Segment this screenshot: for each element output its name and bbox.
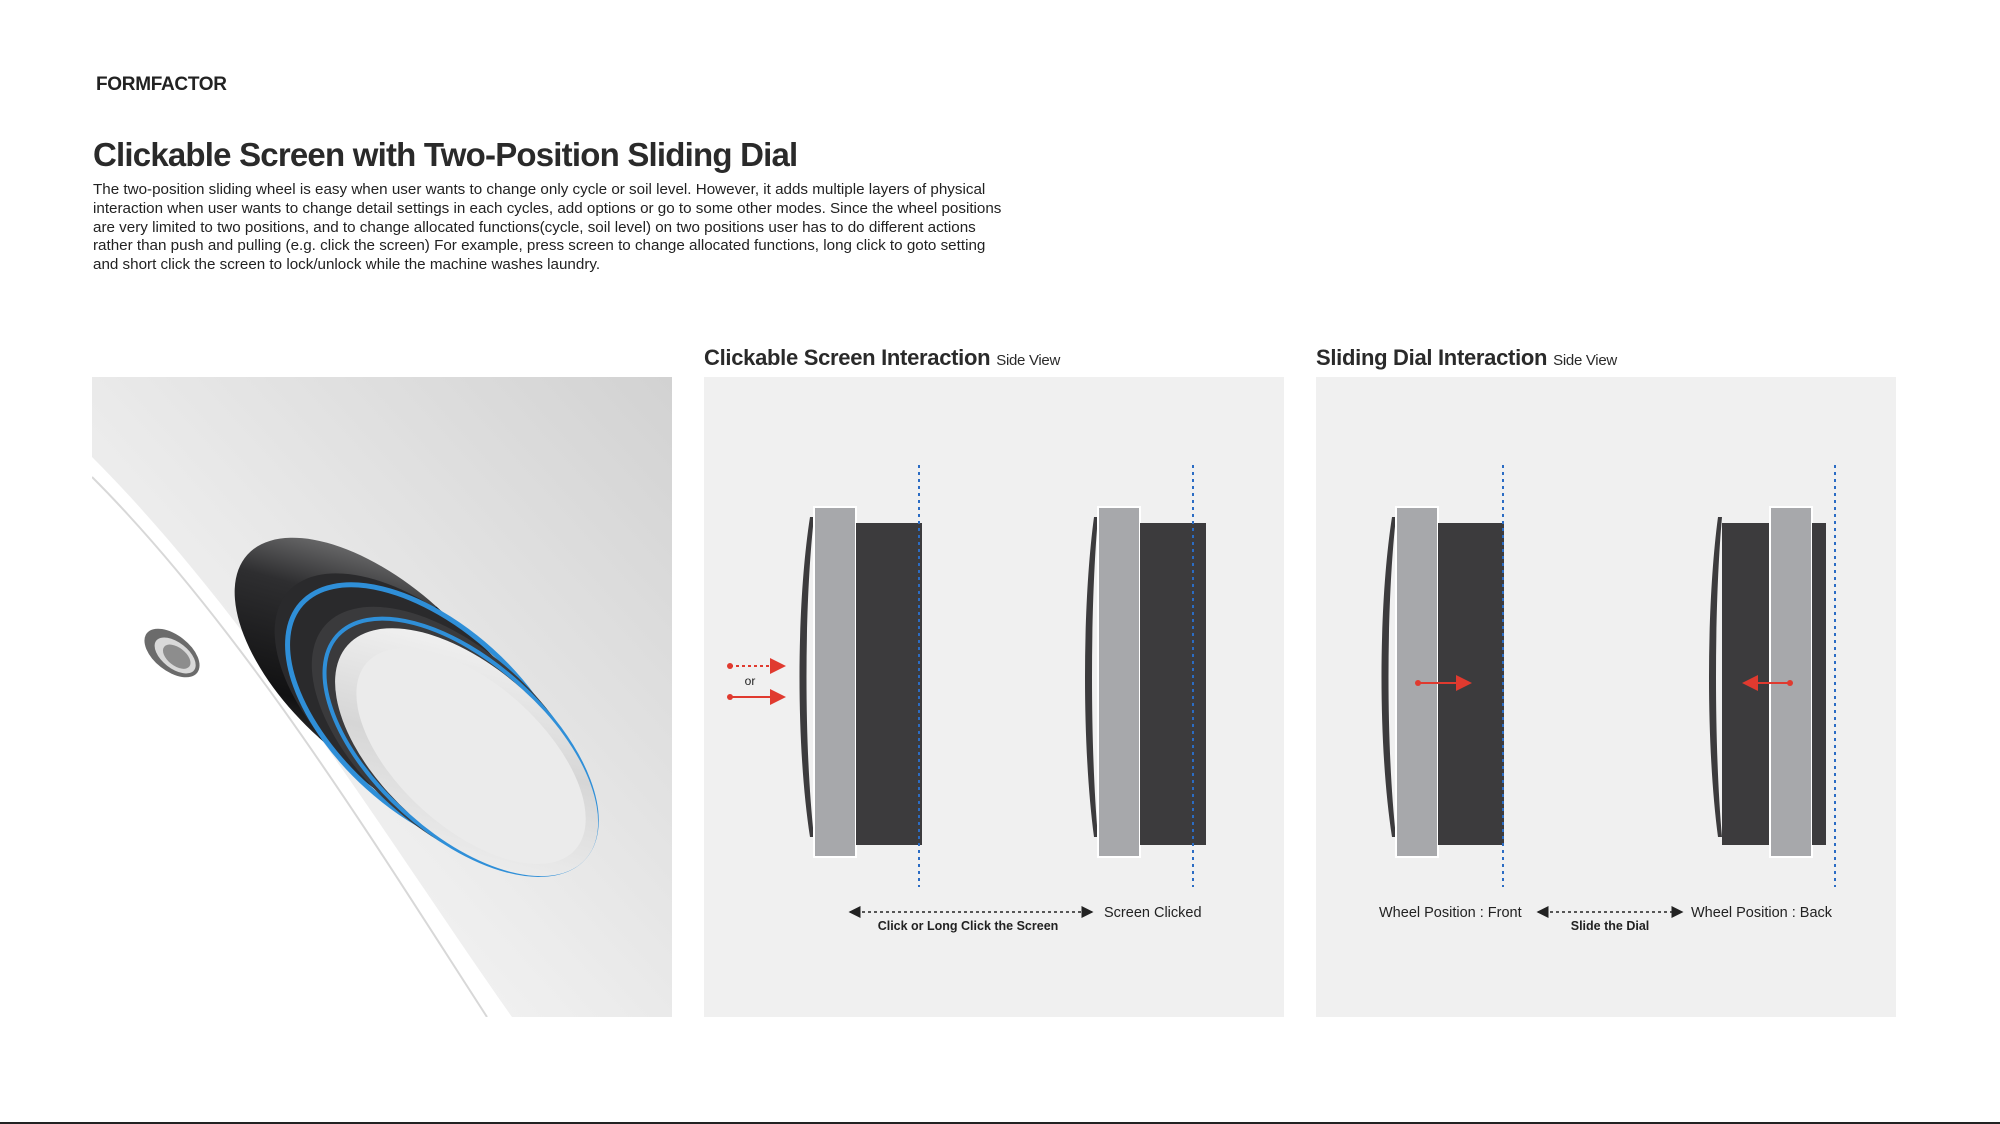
screen-lens-shape	[800, 517, 815, 837]
sliding-dial-diagram	[1316, 377, 1896, 1017]
section-label: FORMFACTOR	[96, 74, 227, 95]
dial-ring-shape	[814, 507, 856, 857]
wheel-back-label: Wheel Position : Back	[1691, 905, 1833, 921]
description-text: The two-position sliding wheel is easy when user wants to change only cycle or soil level. However, it adds multiple layers of physical interaction when user wants to change detail settings in each cycles, add options or go to some other modes. Since the wheel positions are very limited to two positions, and to change allocated functions(cycle, soil level) on two positions user has to do different actions rather than push and pulling (e.g. click the screen) For example, press screen to change allocated functions, long click to goto setting and short click the screen to lock/unlock while the machine washes laundry.	[93, 181, 1002, 274]
sliding-dial-title: Sliding Dial Interaction Side View	[1316, 345, 1617, 370]
clickable-screen-diagram	[704, 377, 1284, 1017]
slide-action-label: Slide the Dial	[1570, 919, 1650, 933]
dial-body-shape	[856, 523, 922, 845]
or-label: or	[744, 674, 756, 688]
wheel-front-label: Wheel Position : Front	[1379, 905, 1522, 921]
product-render-image	[92, 377, 672, 1017]
sliding-dial-subtitle: Side View	[1553, 352, 1617, 369]
screen-clicked-label: Screen Clicked	[1104, 905, 1202, 921]
clickable-screen-subtitle: Side View	[996, 352, 1061, 369]
clickable-screen-title: Clickable Screen Interaction Side View	[704, 345, 1061, 370]
page-title: Clickable Screen with Two-Position Sliding Dial	[93, 136, 798, 173]
click-action-label: Click or Long Click the Screen	[877, 919, 1059, 933]
